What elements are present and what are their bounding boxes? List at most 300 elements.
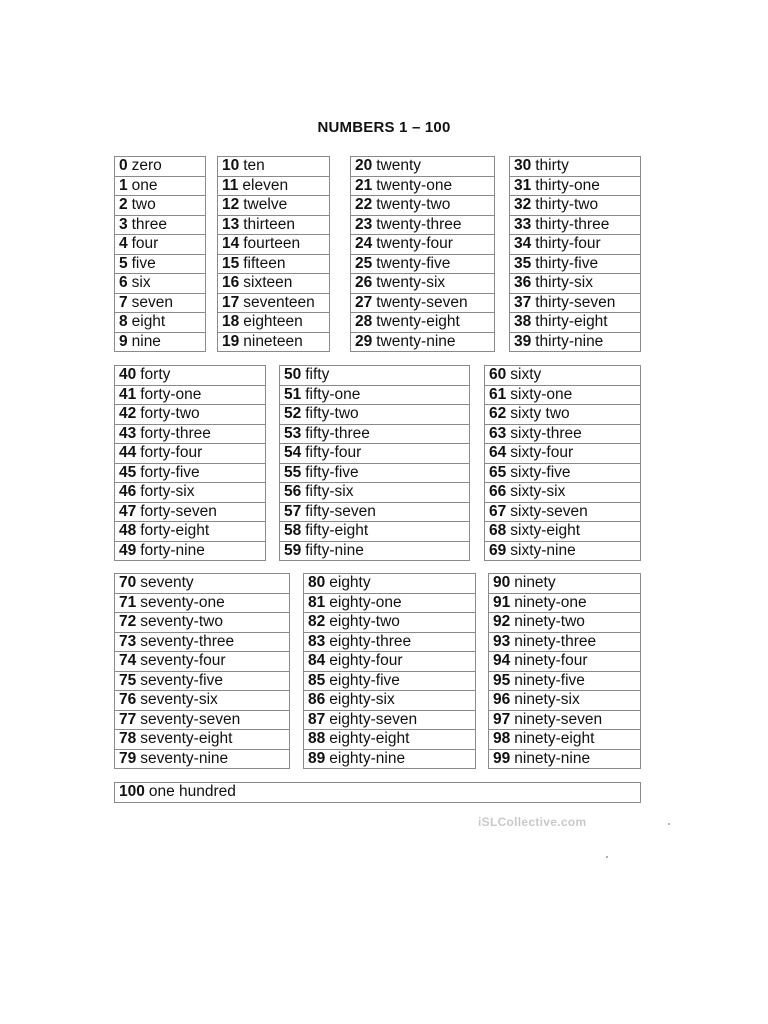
table-row: [351, 176, 495, 196]
numeral: 12: [222, 196, 240, 214]
number-entry: [510, 196, 641, 216]
number-word: ninety-nine: [514, 749, 591, 767]
numeral: 4: [119, 235, 128, 253]
numbers-table-90-99: [488, 573, 641, 769]
number-word: twenty-five: [376, 254, 451, 272]
number-word: eighty-two: [329, 613, 400, 631]
table-row: [351, 157, 495, 177]
number-entry: [115, 671, 290, 691]
number-word: eighty-five: [329, 671, 400, 689]
numeral: 33: [514, 215, 532, 233]
number-entry: [489, 593, 641, 613]
numeral: 50: [284, 366, 302, 384]
number-word: forty-four: [140, 444, 203, 462]
numeral: 73: [119, 632, 137, 650]
numeral: 55: [284, 463, 302, 481]
numeral: 96: [493, 691, 511, 709]
number-entry: [115, 652, 290, 672]
number-entry: [115, 215, 206, 235]
numeral: 72: [119, 613, 137, 631]
table-row: [115, 541, 266, 561]
number-entry: [304, 749, 476, 769]
numeral: 59: [284, 541, 302, 559]
table-row: [115, 215, 206, 235]
numeral: 67: [489, 502, 507, 520]
table-row: [115, 293, 206, 313]
number-word: twenty-one: [376, 176, 453, 194]
number-entry: [115, 332, 206, 352]
numeral: 82: [308, 613, 326, 631]
number-entry: [304, 574, 476, 594]
table-row: [115, 366, 266, 386]
number-entry: [115, 235, 206, 255]
table-row: [351, 215, 495, 235]
table-row: [304, 652, 476, 672]
number-entry: [115, 444, 266, 464]
numeral: 88: [308, 730, 326, 748]
number-word: twenty: [376, 157, 422, 175]
numeral: 6: [119, 274, 128, 292]
number-entry: [485, 463, 641, 483]
number-word: seventy-four: [140, 652, 226, 670]
table-row: [280, 405, 470, 425]
table-row: [115, 483, 266, 503]
numeral: 81: [308, 593, 326, 611]
table-row: [485, 483, 641, 503]
number-entry: [280, 444, 470, 464]
table-row: [115, 424, 266, 444]
number-entry: [304, 710, 476, 730]
number-word: five: [131, 254, 156, 272]
numeral: 65: [489, 463, 507, 481]
table-row: [510, 196, 641, 216]
number-entry: [304, 652, 476, 672]
number-word: two: [131, 196, 156, 214]
number-word: twenty-six: [376, 274, 446, 292]
number-word: seventy-three: [140, 632, 235, 650]
numeral: 74: [119, 652, 137, 670]
number-entry: [485, 424, 641, 444]
table-row: [280, 366, 470, 386]
number-entry: [218, 313, 330, 333]
number-entry: [485, 385, 641, 405]
number-word: nine: [131, 332, 161, 350]
numeral: 51: [284, 385, 302, 403]
numeral: 11: [222, 176, 239, 194]
number-word: ninety: [514, 574, 556, 592]
table-row: [115, 235, 206, 255]
table-row: [115, 157, 206, 177]
numeral: 38: [514, 313, 532, 331]
table-row: [115, 463, 266, 483]
number-entry: [485, 502, 641, 522]
number-word: fifty-three: [305, 424, 370, 442]
number-entry: [115, 274, 206, 294]
table-row: [115, 176, 206, 196]
table-row: [510, 332, 641, 352]
numeral: 48: [119, 522, 137, 540]
number-word: thirty: [535, 157, 569, 175]
number-entry: [115, 502, 266, 522]
numeral: 89: [308, 749, 326, 767]
numeral: 45: [119, 463, 137, 481]
number-entry: [115, 783, 641, 803]
table-row: [351, 254, 495, 274]
number-word: thirty-two: [535, 196, 599, 214]
number-entry: [510, 176, 641, 196]
number-entry: [115, 613, 290, 633]
number-word: one: [131, 176, 158, 194]
number-entry: [115, 574, 290, 594]
number-word: thirteen: [243, 215, 295, 233]
number-entry: [351, 196, 495, 216]
numbers-table-10-19: [217, 156, 330, 352]
number-entry: [218, 254, 330, 274]
table-row: [485, 424, 641, 444]
numeral: 25: [355, 254, 373, 272]
table-row: [280, 541, 470, 561]
numbers-table-80-89: [303, 573, 476, 769]
number-entry: [351, 176, 495, 196]
numeral: 80: [308, 574, 326, 592]
number-word: nineteen: [243, 332, 303, 350]
number-word: zero: [131, 157, 162, 175]
number-word: eighty: [329, 574, 371, 592]
number-entry: [351, 157, 495, 177]
numeral: 57: [284, 502, 302, 520]
numeral: 3: [119, 215, 128, 233]
number-entry: [115, 730, 290, 750]
number-word: eleven: [242, 176, 289, 194]
number-word: ninety-eight: [514, 730, 595, 748]
number-word: forty: [140, 366, 171, 384]
table-row: [115, 691, 290, 711]
numeral: 19: [222, 332, 240, 350]
number-word: eighty-three: [329, 632, 412, 650]
numeral: 37: [514, 293, 532, 311]
numbers-table-40-49: [114, 365, 266, 561]
number-word: twenty-nine: [376, 332, 456, 350]
table-row: [485, 502, 641, 522]
number-entry: [115, 293, 206, 313]
speck-dot: [606, 856, 608, 858]
number-word: ninety-seven: [514, 710, 603, 728]
numeral: 23: [355, 215, 373, 233]
number-entry: [351, 274, 495, 294]
number-word: fifty-five: [305, 463, 359, 481]
numbers-table-50-59: [279, 365, 470, 561]
number-word: thirty-four: [535, 235, 601, 253]
table-row: [510, 313, 641, 333]
number-entry: [489, 632, 641, 652]
number-entry: [115, 366, 266, 386]
number-entry: [304, 593, 476, 613]
number-word: thirty-one: [535, 176, 600, 194]
numeral: 18: [222, 313, 240, 331]
numeral: 68: [489, 522, 507, 540]
number-word: forty-one: [140, 385, 202, 403]
number-entry: [115, 313, 206, 333]
numeral: 66: [489, 483, 507, 501]
table-row: [280, 502, 470, 522]
number-entry: [351, 313, 495, 333]
numeral: 20: [355, 157, 373, 175]
numeral: 8: [119, 313, 128, 331]
numeral: 71: [119, 593, 137, 611]
number-word: fifty: [305, 366, 330, 384]
table-row: [485, 522, 641, 542]
numeral: 56: [284, 483, 302, 501]
table-row: [351, 274, 495, 294]
number-word: fifty-six: [305, 483, 354, 501]
number-entry: [115, 691, 290, 711]
table-row: [280, 463, 470, 483]
number-entry: [115, 176, 206, 196]
number-word: seventy-eight: [140, 730, 233, 748]
numeral: 9: [119, 332, 128, 350]
number-entry: [218, 235, 330, 255]
numeral: 90: [493, 574, 511, 592]
table-row: [218, 235, 330, 255]
table-row: [115, 613, 290, 633]
number-word: eight: [131, 313, 166, 331]
numeral: 58: [284, 522, 302, 540]
number-entry: [218, 196, 330, 216]
number-entry: [280, 463, 470, 483]
number-entry: [115, 522, 266, 542]
numeral: 0: [119, 157, 128, 175]
number-entry: [115, 483, 266, 503]
table-row: [510, 157, 641, 177]
number-entry: [351, 332, 495, 352]
numeral: 60: [489, 366, 507, 384]
numeral: 53: [284, 424, 302, 442]
number-entry: [485, 366, 641, 386]
number-word: forty-six: [140, 483, 195, 501]
number-entry: [489, 613, 641, 633]
number-word: eighty-nine: [329, 749, 406, 767]
number-entry: [280, 366, 470, 386]
number-entry: [115, 254, 206, 274]
number-word: twenty-eight: [376, 313, 460, 331]
number-word: fifty-two: [305, 405, 359, 423]
table-row: [351, 196, 495, 216]
number-word: sixty-four: [510, 444, 574, 462]
number-word: ninety-one: [514, 593, 587, 611]
number-word: eighty-one: [329, 593, 402, 611]
table-row: [280, 522, 470, 542]
number-word: four: [131, 235, 159, 253]
numeral: 46: [119, 483, 137, 501]
table-row: [485, 385, 641, 405]
number-entry: [510, 254, 641, 274]
number-entry: [218, 293, 330, 313]
number-entry: [510, 157, 641, 177]
table-row: [304, 710, 476, 730]
number-entry: [489, 710, 641, 730]
numeral: 98: [493, 730, 511, 748]
number-entry: [485, 405, 641, 425]
numeral: 75: [119, 671, 137, 689]
number-word: forty-three: [140, 424, 211, 442]
number-word: sixty-five: [510, 463, 571, 481]
number-word: one hundred: [148, 783, 236, 801]
table-row: [280, 424, 470, 444]
number-entry: [280, 385, 470, 405]
number-entry: [485, 483, 641, 503]
table-row: [304, 691, 476, 711]
number-entry: [510, 235, 641, 255]
table-row: [489, 749, 641, 769]
number-entry: [351, 215, 495, 235]
numeral: 69: [489, 541, 507, 559]
number-word: twenty-three: [376, 215, 462, 233]
numeral: 83: [308, 632, 326, 650]
number-entry: [218, 157, 330, 177]
number-word: forty-seven: [140, 502, 217, 520]
numbers-table-100: [114, 782, 641, 803]
table-row: [489, 730, 641, 750]
table-row: [115, 444, 266, 464]
table-row: [280, 483, 470, 503]
table-row: [115, 522, 266, 542]
numeral: 1: [119, 176, 128, 194]
numeral: 16: [222, 274, 240, 292]
numeral: 61: [489, 385, 507, 403]
numeral: 21: [355, 176, 373, 194]
table-row: [489, 691, 641, 711]
numeral: 15: [222, 254, 240, 272]
number-entry: [218, 274, 330, 294]
table-row: [304, 749, 476, 769]
numeral: 77: [119, 710, 137, 728]
table-row: [115, 313, 206, 333]
numeral: 31: [514, 176, 532, 194]
table-row: [115, 274, 206, 294]
numeral: 35: [514, 254, 532, 272]
table-row: [351, 332, 495, 352]
number-entry: [115, 593, 290, 613]
table-row: [351, 235, 495, 255]
number-word: ninety-six: [514, 691, 580, 709]
number-entry: [351, 254, 495, 274]
numeral: 14: [222, 235, 240, 253]
numeral: 87: [308, 710, 326, 728]
number-word: seventy-seven: [140, 710, 241, 728]
numeral: 28: [355, 313, 373, 331]
table-row: [115, 652, 290, 672]
table-row: [218, 293, 330, 313]
table-row: [218, 274, 330, 294]
number-word: sixty-one: [510, 385, 573, 403]
number-entry: [485, 522, 641, 542]
number-entry: [304, 671, 476, 691]
numeral: 52: [284, 405, 302, 423]
numeral: 22: [355, 196, 373, 214]
numbers-table-20-29: [350, 156, 495, 352]
table-row: [115, 254, 206, 274]
numeral: 32: [514, 196, 532, 214]
table-row: [115, 405, 266, 425]
number-entry: [218, 176, 330, 196]
number-word: seventeen: [243, 293, 315, 311]
number-word: thirty-three: [535, 215, 610, 233]
number-word: thirty-seven: [535, 293, 616, 311]
numbers-table-30-39: [509, 156, 641, 352]
table-row: [485, 463, 641, 483]
number-word: fourteen: [243, 235, 301, 253]
number-word: twenty-seven: [376, 293, 468, 311]
number-entry: [351, 235, 495, 255]
table-row: [510, 274, 641, 294]
number-word: sixty-three: [510, 424, 582, 442]
number-word: sixty two: [510, 405, 570, 423]
table-row: [218, 332, 330, 352]
table-row: [485, 541, 641, 561]
number-word: twenty-four: [376, 235, 453, 253]
numeral: 100: [119, 783, 145, 801]
numeral: 7: [119, 293, 128, 311]
number-word: ninety-four: [514, 652, 588, 670]
numeral: 34: [514, 235, 532, 253]
table-row: [489, 710, 641, 730]
number-entry: [218, 215, 330, 235]
number-word: fifty-eight: [305, 522, 369, 540]
number-word: twenty-two: [376, 196, 451, 214]
numeral: 92: [493, 613, 511, 631]
number-entry: [115, 157, 206, 177]
number-entry: [280, 541, 470, 561]
number-entry: [304, 730, 476, 750]
number-word: eighteen: [243, 313, 303, 331]
table-row: [489, 613, 641, 633]
table-row: [218, 215, 330, 235]
number-entry: [485, 444, 641, 464]
number-entry: [485, 541, 641, 561]
numeral: 79: [119, 749, 137, 767]
table-row: [510, 176, 641, 196]
number-entry: [489, 574, 641, 594]
number-word: fifty-seven: [305, 502, 376, 520]
number-word: forty-five: [140, 463, 200, 481]
table-row: [115, 632, 290, 652]
number-word: thirty-five: [535, 254, 599, 272]
number-entry: [115, 463, 266, 483]
numeral: 76: [119, 691, 137, 709]
number-entry: [280, 424, 470, 444]
numeral: 78: [119, 730, 137, 748]
numeral: 39: [514, 332, 532, 350]
table-row: [510, 235, 641, 255]
table-row: [218, 254, 330, 274]
number-word: seventy: [140, 574, 194, 592]
table-row: [485, 405, 641, 425]
number-entry: [304, 613, 476, 633]
numeral: 86: [308, 691, 326, 709]
number-word: eighty-seven: [329, 710, 418, 728]
numeral: 30: [514, 157, 532, 175]
numeral: 99: [493, 749, 511, 767]
number-word: forty-nine: [140, 541, 205, 559]
table-row: [115, 332, 206, 352]
table-row: [115, 593, 290, 613]
page-title: NUMBERS 1 – 100: [317, 119, 451, 136]
number-entry: [489, 749, 641, 769]
number-word: eighty-six: [329, 691, 395, 709]
table-row: [115, 196, 206, 216]
table-row: [304, 632, 476, 652]
numeral: 17: [222, 293, 240, 311]
